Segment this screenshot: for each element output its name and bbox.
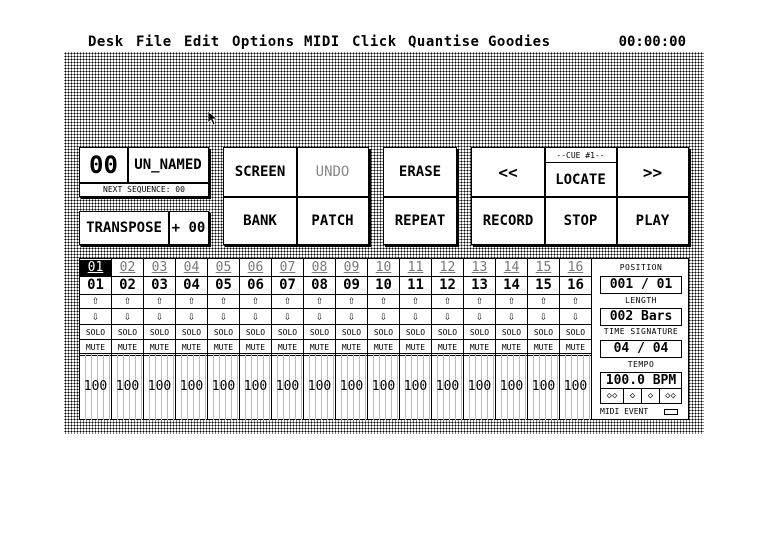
channel-down-arrow-icon[interactable]: ⇩ (251, 309, 260, 323)
track-column (496, 259, 528, 419)
position-value[interactable]: 001 / 01 (600, 276, 682, 294)
channel-down-arrow-icon[interactable]: ⇩ (443, 309, 452, 323)
solo-button[interactable]: SOLO (112, 324, 143, 340)
track-level[interactable]: 100 (560, 353, 591, 420)
track-level[interactable]: 100 (496, 353, 527, 420)
mute-button[interactable]: MUTE (368, 339, 399, 356)
track-channel[interactable]: 12 (432, 276, 463, 295)
channel-down-arrow-icon[interactable]: ⇩ (123, 309, 132, 323)
track-channel[interactable]: 01 (80, 276, 111, 295)
track-column (304, 259, 336, 419)
track-column (528, 259, 560, 419)
track-level[interactable]: 100 (368, 353, 399, 420)
tempo-down-button[interactable]: ◇ (624, 389, 642, 403)
track-column (144, 259, 176, 419)
track-column (176, 259, 208, 419)
mute-button[interactable]: MUTE (272, 339, 303, 356)
menu-bar (64, 30, 704, 52)
time-signature-label: TIME SIGNATURE (603, 327, 679, 336)
midi-event-indicator (664, 409, 678, 415)
track-column (80, 259, 112, 419)
mute-button[interactable]: MUTE (560, 339, 591, 356)
solo-button[interactable]: SOLO (336, 324, 367, 340)
transpose-panel (79, 211, 209, 245)
solo-button[interactable]: SOLO (560, 324, 591, 340)
sequence-number[interactable]: 00 (89, 151, 118, 179)
track-channel[interactable]: 05 (208, 276, 239, 295)
mute-button[interactable]: MUTE (176, 339, 207, 356)
track-number[interactable]: 08 (311, 260, 328, 275)
track-channel[interactable]: 10 (368, 276, 399, 295)
channel-up-arrow-icon[interactable]: ⇧ (112, 293, 143, 309)
track-channel[interactable]: 09 (336, 276, 367, 295)
channel-up-arrow-icon[interactable]: ⇧ (464, 293, 495, 309)
track-level[interactable]: 100 (272, 353, 303, 420)
mute-button[interactable]: MUTE (144, 339, 175, 356)
menu-file[interactable]: File (136, 34, 172, 50)
menu-quantise[interactable]: Quantise (408, 34, 480, 50)
channel-up-arrow-icon[interactable]: ⇧ (336, 293, 367, 309)
sequence-name[interactable]: UN_NAMED (134, 157, 202, 173)
mute-button[interactable]: MUTE (336, 339, 367, 356)
menu-desk[interactable]: Desk (88, 34, 124, 50)
solo-button[interactable]: SOLO (304, 324, 335, 340)
channel-up-arrow-icon[interactable]: ⇧ (176, 293, 207, 309)
channel-up-arrow-icon[interactable]: ⇧ (240, 293, 271, 309)
edit-panel (223, 147, 369, 245)
channel-down-arrow-icon[interactable]: ⇩ (411, 309, 420, 323)
mute-button[interactable]: MUTE (432, 339, 463, 356)
track-grid (79, 258, 595, 420)
channel-up-arrow-icon[interactable]: ⇧ (304, 293, 335, 309)
mute-button[interactable]: MUTE (112, 339, 143, 356)
track-column (336, 259, 368, 419)
track-channel[interactable]: 03 (144, 276, 175, 295)
track-level[interactable]: 100 (336, 353, 367, 420)
channel-down-arrow-icon[interactable]: ⇩ (347, 309, 356, 323)
clock: 00:00:00 (618, 34, 686, 50)
mute-button[interactable]: MUTE (240, 339, 271, 356)
channel-up-arrow-icon[interactable]: ⇧ (144, 293, 175, 309)
sequence-panel (79, 147, 209, 197)
tempo-up-button[interactable]: ◇ (642, 389, 660, 403)
channel-down-arrow-icon[interactable]: ⇩ (283, 309, 292, 323)
track-number[interactable]: 02 (119, 260, 136, 275)
solo-button[interactable]: SOLO (432, 324, 463, 340)
length-value[interactable]: 002 Bars (600, 308, 682, 326)
track-column (368, 259, 400, 419)
solo-button[interactable]: SOLO (80, 324, 111, 340)
mute-button[interactable]: MUTE (528, 339, 559, 356)
erase-button[interactable]: ERASE (398, 164, 442, 180)
mute-button[interactable]: MUTE (464, 339, 495, 356)
track-number[interactable]: 09 (343, 260, 360, 275)
patch-button[interactable]: PATCH (311, 212, 354, 229)
channel-up-arrow-icon[interactable]: ⇧ (528, 293, 559, 309)
position-label: POSITION (619, 263, 663, 272)
rewind-button[interactable]: << (498, 162, 518, 182)
mute-button[interactable]: MUTE (496, 339, 527, 356)
track-column (400, 259, 432, 419)
track-number[interactable]: 03 (151, 260, 168, 275)
channel-down-arrow-icon[interactable]: ⇩ (91, 309, 100, 323)
menu-click[interactable]: Click (352, 34, 397, 50)
track-level[interactable]: 100 (528, 353, 559, 420)
track-column (272, 259, 304, 419)
solo-button[interactable]: SOLO (272, 324, 303, 340)
track-level[interactable]: 100 (144, 353, 175, 420)
channel-up-arrow-icon[interactable]: ⇧ (560, 293, 591, 309)
track-number[interactable]: 12 (439, 260, 456, 275)
tempo-control (600, 372, 682, 404)
screen-button[interactable]: SCREEN (234, 164, 286, 180)
locate-button[interactable]: LOCATE (555, 171, 606, 188)
track-level[interactable]: 100 (80, 353, 111, 420)
channel-down-arrow-icon[interactable]: ⇩ (475, 309, 484, 323)
track-level[interactable]: 100 (208, 353, 239, 420)
track-column (560, 259, 592, 419)
mute-button[interactable]: MUTE (80, 339, 111, 356)
channel-down-arrow-icon[interactable]: ⇩ (539, 309, 548, 323)
channel-up-arrow-icon[interactable]: ⇧ (272, 293, 303, 309)
track-column (464, 259, 496, 419)
next-sequence-label: NEXT SEQUENCE: 00 (103, 185, 185, 194)
track-number[interactable]: 10 (375, 260, 392, 275)
track-level[interactable]: 100 (464, 353, 495, 420)
record-button[interactable]: RECORD (482, 212, 534, 229)
transpose-value[interactable]: + 00 (171, 220, 206, 236)
track-number[interactable]: 07 (279, 260, 296, 275)
menu-midi[interactable]: MIDI (304, 34, 340, 50)
mute-button[interactable]: MUTE (400, 339, 431, 356)
menu-options[interactable]: Options (232, 34, 295, 50)
channel-up-arrow-icon[interactable]: ⇧ (432, 293, 463, 309)
solo-button[interactable]: SOLO (144, 324, 175, 340)
track-column (240, 259, 272, 419)
track-number[interactable]: 15 (535, 260, 552, 275)
length-label: LENGTH (625, 296, 657, 305)
track-channel[interactable]: 04 (176, 276, 207, 295)
channel-down-arrow-icon[interactable]: ⇩ (187, 309, 196, 323)
midi-event-label: MIDI EVENT (600, 407, 649, 416)
track-level[interactable]: 100 (176, 353, 207, 420)
solo-button[interactable]: SOLO (176, 324, 207, 340)
fast-forward-button[interactable]: >> (642, 162, 663, 182)
track-number[interactable]: 16 (567, 260, 584, 275)
track-level[interactable]: 100 (432, 353, 463, 420)
solo-button[interactable]: SOLO (464, 324, 495, 340)
channel-up-arrow-icon[interactable]: ⇧ (400, 293, 431, 309)
transport-panel (471, 147, 689, 245)
channel-up-arrow-icon[interactable]: ⇧ (208, 293, 239, 309)
cue-label: --CUE #1-- (556, 150, 605, 160)
track-level[interactable]: 100 (304, 353, 335, 420)
solo-button[interactable]: SOLO (528, 324, 559, 340)
solo-button[interactable]: SOLO (496, 324, 527, 340)
channel-down-arrow-icon[interactable]: ⇩ (219, 309, 228, 323)
track-column (208, 259, 240, 419)
time-signature-value[interactable]: 04 / 04 (600, 340, 682, 358)
repeat-button[interactable]: REPEAT (394, 212, 446, 229)
bank-button[interactable]: BANK (243, 212, 277, 229)
track-channel[interactable]: 08 (304, 276, 335, 295)
track-level[interactable]: 100 (240, 353, 271, 420)
track-channel[interactable]: 13 (464, 276, 495, 295)
menu-edit[interactable]: Edit (184, 34, 220, 50)
track-number[interactable]: 04 (183, 260, 200, 275)
track-number[interactable]: 05 (215, 260, 232, 275)
track-channel[interactable]: 15 (528, 276, 559, 295)
tempo-value: 100.0 BPM (601, 373, 681, 389)
menu-goodies[interactable]: Goodies (488, 34, 551, 50)
solo-button[interactable]: SOLO (400, 324, 431, 340)
song-info-panel (594, 258, 689, 420)
track-number[interactable]: 14 (503, 260, 520, 275)
channel-down-arrow-icon[interactable]: ⇩ (155, 309, 164, 323)
track-number[interactable]: 06 (247, 260, 264, 275)
transpose-label: TRANSPOSE (86, 220, 162, 236)
channel-down-arrow-icon[interactable]: ⇩ (507, 309, 516, 323)
solo-button[interactable]: SOLO (368, 324, 399, 340)
tempo-fast-up-button[interactable]: ◇◇ (665, 391, 676, 401)
mute-button[interactable]: MUTE (208, 339, 239, 356)
channel-up-arrow-icon[interactable]: ⇧ (496, 293, 527, 309)
track-column (432, 259, 464, 419)
solo-button[interactable]: SOLO (208, 324, 239, 340)
track-level[interactable]: 100 (112, 353, 143, 420)
track-number[interactable]: 13 (471, 260, 488, 275)
channel-down-arrow-icon[interactable]: ⇩ (379, 309, 388, 323)
track-channel[interactable]: 07 (272, 276, 303, 295)
track-column (112, 259, 144, 419)
track-number[interactable]: 11 (407, 260, 424, 275)
solo-button[interactable]: SOLO (240, 324, 271, 340)
track-number[interactable]: 01 (80, 260, 111, 276)
track-channel[interactable]: 11 (400, 276, 431, 295)
track-channel[interactable]: 06 (240, 276, 271, 295)
track-channel[interactable]: 16 (560, 276, 591, 295)
tempo-label: TEMPO (627, 360, 655, 369)
play-button[interactable]: PLAY (635, 212, 670, 229)
stop-button[interactable]: STOP (563, 212, 598, 229)
channel-up-arrow-icon[interactable]: ⇧ (80, 293, 111, 309)
erase-panel (383, 147, 457, 245)
undo-button[interactable]: UNDO (315, 164, 350, 180)
mouse-pointer-icon (207, 110, 217, 126)
channel-up-arrow-icon[interactable]: ⇧ (368, 293, 399, 309)
track-channel[interactable]: 14 (496, 276, 527, 295)
track-level[interactable]: 100 (400, 353, 431, 420)
mute-button[interactable]: MUTE (304, 339, 335, 356)
tempo-fast-down-button[interactable]: ◇◇ (601, 389, 624, 403)
channel-down-arrow-icon[interactable]: ⇩ (315, 309, 324, 323)
channel-down-arrow-icon[interactable]: ⇩ (571, 309, 580, 323)
track-channel[interactable]: 02 (112, 276, 143, 295)
